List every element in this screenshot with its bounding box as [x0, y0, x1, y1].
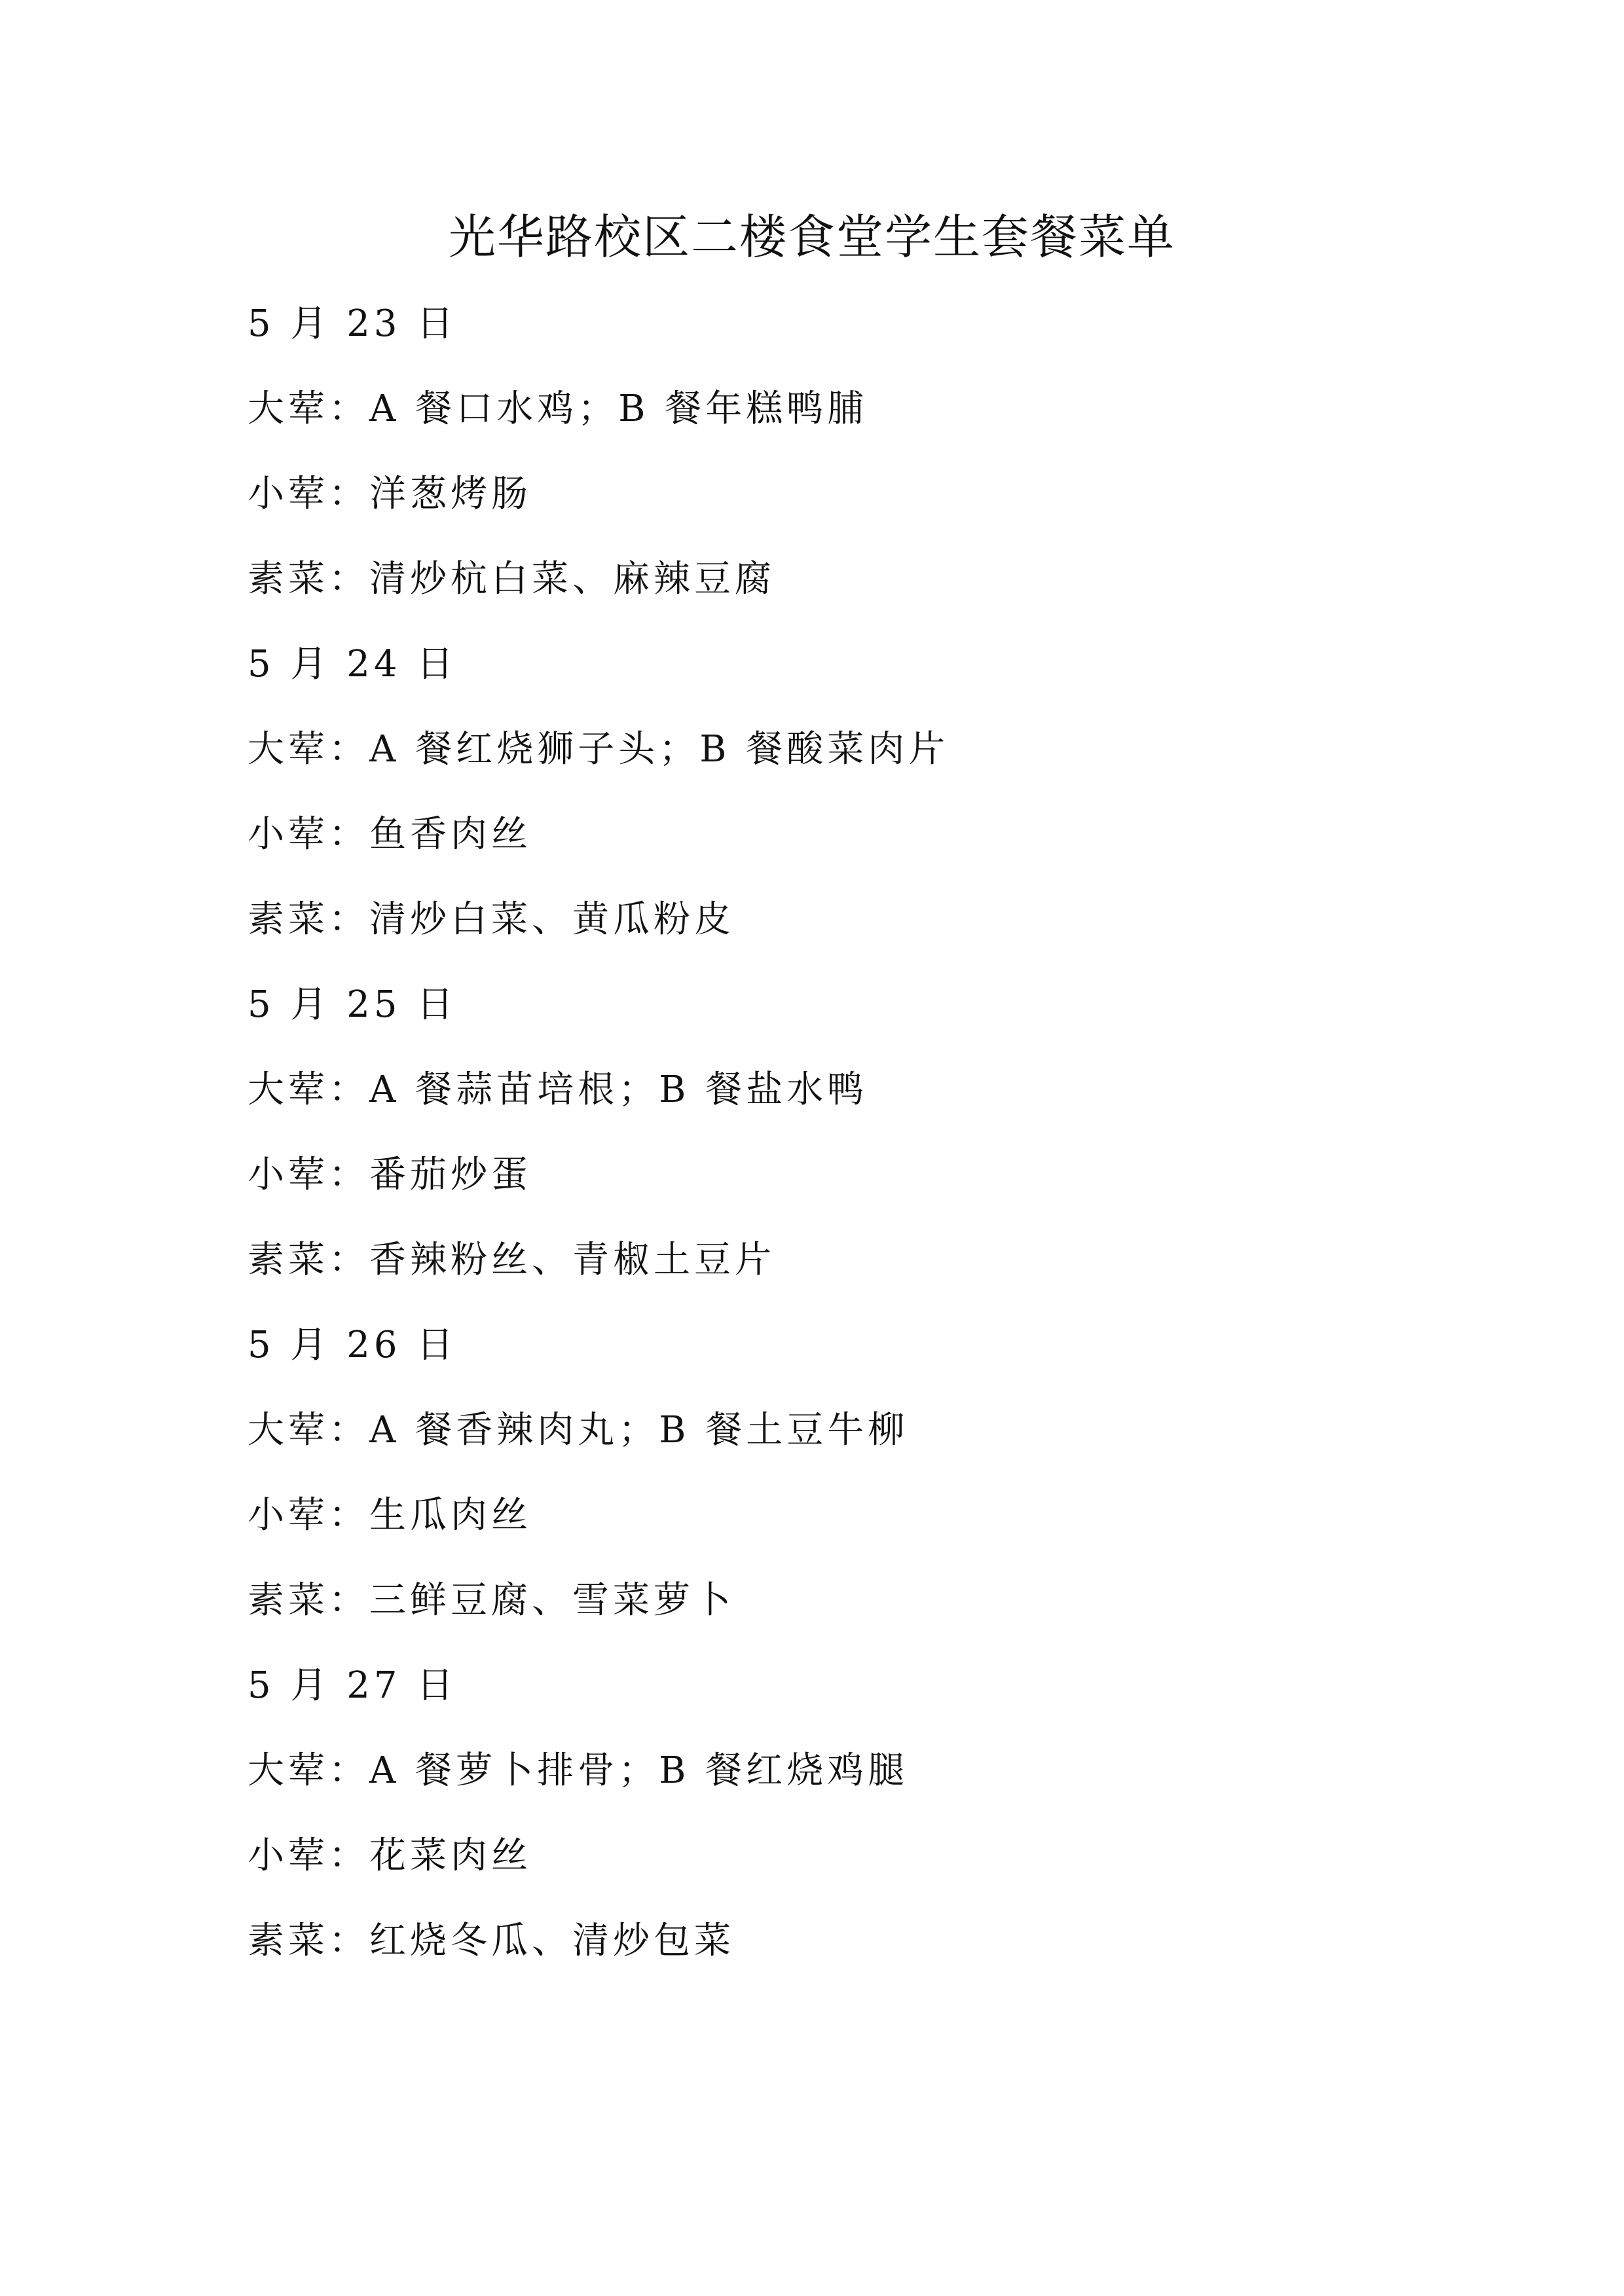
small-meat-line: 小荤：生瓜肉丝	[248, 1494, 532, 1537]
page-title: 光华路校区二楼食堂学生套餐菜单	[448, 210, 1175, 264]
big-meat-line: 大荤：A 餐香辣肉丸；B 餐土豆牛柳	[248, 1409, 909, 1451]
vegetable-line: 素菜：清炒杭白菜、麻辣豆腐	[248, 558, 775, 600]
big-meat-line: 大荤：A 餐蒜苗培根；B 餐盐水鸭	[248, 1068, 868, 1111]
vegetable-line: 素菜：香辣粉丝、青椒土豆片	[248, 1239, 775, 1281]
big-meat-line: 大荤：A 餐萝卜排骨；B 餐红烧鸡腿	[248, 1749, 909, 1792]
day-block	[248, 291, 1492, 632]
day-block	[248, 972, 1492, 1313]
day-block	[248, 632, 1492, 972]
day-date: 5 月 27 日	[248, 1664, 458, 1707]
day-date: 5 月 26 日	[248, 1324, 458, 1366]
day-date: 5 月 23 日	[248, 302, 458, 345]
vegetable-line: 素菜：红烧冬瓜、清炒包菜	[248, 1920, 735, 1962]
big-meat-line: 大荤：A 餐红烧狮子头；B 餐酸菜肉片	[248, 728, 950, 771]
day-date: 5 月 24 日	[248, 643, 458, 685]
small-meat-line: 小荤：洋葱烤肠	[248, 473, 532, 515]
vegetable-line: 素菜：清炒白菜、黄瓜粉皮	[248, 898, 735, 941]
small-meat-line: 小荤：鱼香肉丝	[248, 813, 532, 856]
small-meat-line: 小荤：番茄炒蛋	[248, 1154, 532, 1196]
day-date: 5 月 25 日	[248, 983, 458, 1026]
small-meat-line: 小荤：花菜肉丝	[248, 1834, 532, 1877]
day-block	[248, 1653, 1492, 1994]
vegetable-line: 素菜：三鲜豆腐、雪菜萝卜	[248, 1579, 735, 1622]
day-block	[248, 1313, 1492, 1653]
big-meat-line: 大荤：A 餐口水鸡；B 餐年糕鸭脯	[248, 388, 868, 430]
menu-content	[248, 291, 1492, 1994]
